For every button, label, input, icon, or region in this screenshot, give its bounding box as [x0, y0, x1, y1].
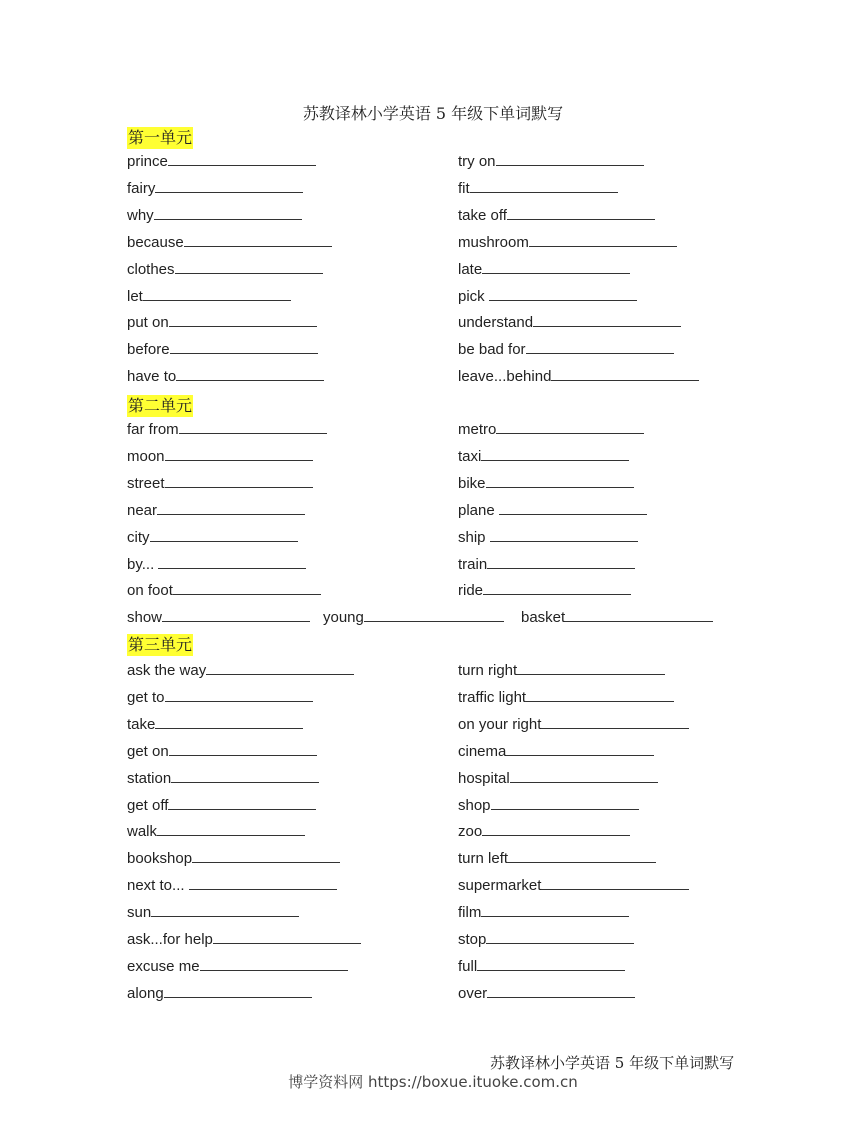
answer-blank[interactable] — [184, 231, 332, 247]
word-row — [0, 231, 866, 258]
word-label: ship — [458, 528, 490, 546]
word-item — [458, 177, 618, 199]
word-row — [0, 794, 866, 821]
answer-blank[interactable] — [165, 686, 313, 702]
word-item — [458, 955, 625, 977]
word-item — [458, 418, 644, 440]
word-row — [0, 874, 866, 901]
word-label: over — [458, 984, 488, 1002]
word-item — [458, 445, 629, 467]
word-label: moon — [127, 447, 165, 465]
answer-blank[interactable] — [155, 177, 303, 193]
word-label: street — [127, 474, 165, 492]
answer-blank[interactable] — [496, 150, 644, 166]
answer-blank[interactable] — [529, 231, 677, 247]
word-label: why — [127, 206, 154, 224]
word-item — [127, 526, 298, 548]
word-label: near — [127, 501, 158, 519]
answer-blank[interactable] — [157, 820, 305, 836]
word-item — [127, 472, 313, 494]
answer-blank[interactable] — [533, 311, 681, 327]
word-item — [127, 740, 317, 762]
word-label: on foot — [127, 582, 173, 600]
word-label: station — [127, 769, 172, 787]
page-title: 苏教译林小学英语 5 年级下单词默写 — [302, 104, 564, 123]
word-label: let — [127, 287, 143, 305]
word-label: shop — [458, 796, 491, 814]
word-row — [0, 150, 866, 177]
answer-blank[interactable] — [155, 713, 303, 729]
word-label: be bad for — [458, 341, 526, 359]
word-item — [458, 982, 635, 1004]
answer-blank[interactable] — [496, 418, 644, 434]
word-item — [127, 177, 303, 199]
word-item: young — [323, 606, 504, 628]
word-row — [0, 499, 866, 526]
word-row — [0, 928, 866, 955]
word-label: bookshop — [127, 850, 193, 868]
answer-blank[interactable] — [526, 338, 674, 354]
word-item — [458, 231, 677, 253]
word-label: plane — [458, 501, 499, 519]
word-item — [458, 204, 655, 226]
word-label: try on — [458, 153, 496, 170]
answer-blank[interactable] — [169, 740, 317, 756]
word-item — [458, 686, 674, 708]
word-label: metro — [458, 421, 497, 438]
unit-1-heading: 第一单元 — [128, 128, 193, 147]
word-row — [0, 982, 866, 1009]
word-row — [0, 901, 866, 928]
answer-blank[interactable] — [165, 472, 313, 488]
word-label: take off — [458, 206, 507, 224]
answer-blank[interactable] — [154, 204, 302, 220]
word-row — [0, 553, 866, 580]
word-item — [127, 820, 305, 842]
word-label: have to — [127, 368, 177, 386]
answer-blank[interactable] — [168, 794, 316, 810]
word-item — [458, 740, 654, 762]
word-item — [458, 659, 665, 681]
word-item — [127, 204, 302, 226]
word-label: on your right — [458, 715, 542, 733]
word-item — [458, 338, 674, 360]
word-item — [458, 499, 647, 521]
word-item — [127, 982, 312, 1004]
word-item — [127, 847, 340, 869]
word-item — [127, 928, 361, 950]
answer-blank[interactable] — [487, 982, 635, 998]
word-row — [0, 177, 866, 204]
word-label: understand — [458, 314, 534, 332]
word-label: train — [458, 555, 488, 573]
word-label: take — [127, 715, 156, 733]
unit-2-heading: 第二单元 — [128, 396, 193, 415]
answer-blank[interactable] — [189, 874, 337, 890]
word-label: leave...behind — [458, 368, 552, 386]
word-row — [0, 955, 866, 982]
word-label: supermarket — [458, 877, 542, 895]
word-label: late — [458, 260, 483, 278]
footer-title: 苏教译林小学英语 5 年级下单词默写 — [490, 1054, 735, 1072]
word-label: excuse me — [127, 957, 200, 975]
answer-blank[interactable] — [165, 445, 313, 461]
word-label: put on — [127, 314, 169, 332]
word-item: show — [127, 606, 310, 628]
word-label: by... — [127, 555, 159, 573]
word-row — [0, 365, 866, 392]
word-item — [127, 285, 291, 307]
word-row — [0, 847, 866, 874]
word-item — [458, 794, 639, 816]
word-item — [127, 553, 306, 575]
word-item — [458, 553, 635, 575]
word-item — [458, 928, 634, 950]
word-row — [0, 659, 866, 686]
word-label: next to... — [127, 877, 189, 895]
answer-blank[interactable] — [192, 847, 340, 863]
word-label: city — [127, 528, 150, 546]
answer-blank[interactable] — [157, 499, 305, 515]
word-item — [458, 820, 630, 842]
answer-blank[interactable] — [173, 579, 321, 595]
word-label: hospital — [458, 769, 510, 787]
word-item — [127, 874, 337, 896]
answer-blank[interactable] — [481, 445, 629, 461]
answer-blank[interactable] — [206, 659, 354, 675]
answer-blank[interactable] — [200, 955, 348, 971]
word-label: because — [127, 233, 184, 251]
answer-blank[interactable] — [168, 150, 316, 166]
word-item — [127, 258, 323, 280]
word-item — [458, 472, 634, 494]
answer-blank[interactable] — [510, 767, 658, 783]
word-label: get on — [127, 742, 169, 760]
word-item — [127, 150, 316, 172]
answer-blank[interactable] — [482, 820, 630, 836]
word-item — [127, 338, 318, 360]
word-row — [0, 472, 866, 499]
word-row — [0, 713, 866, 740]
word-label: pick — [458, 287, 489, 305]
answer-blank[interactable] — [481, 901, 629, 917]
word-label: far from — [127, 421, 179, 438]
word-label: clothes — [127, 260, 175, 278]
word-item — [458, 579, 631, 601]
word-label: turn right — [458, 662, 518, 679]
answer-blank[interactable] — [483, 579, 631, 595]
answer-blank[interactable] — [551, 365, 699, 381]
word-item — [127, 659, 354, 681]
word-item — [127, 713, 303, 735]
answer-blank[interactable] — [213, 928, 361, 944]
word-label: ask the way — [127, 662, 207, 679]
word-row — [0, 338, 866, 365]
answer-blank[interactable] — [541, 874, 689, 890]
answer-blank[interactable] — [171, 767, 319, 783]
word-row — [0, 686, 866, 713]
word-item — [127, 499, 305, 521]
word-label: traffic light — [458, 688, 527, 706]
word-item — [127, 365, 324, 387]
answer-blank[interactable] — [517, 659, 665, 675]
word-row — [0, 740, 866, 767]
answer-blank[interactable] — [477, 955, 625, 971]
word-label: get to — [127, 688, 165, 706]
answer-blank[interactable] — [541, 713, 689, 729]
word-label: turn left — [458, 850, 509, 868]
footer-site-link[interactable]: 博学资料网 https://boxue.ituoke.com.cn — [288, 1073, 578, 1091]
word-item — [458, 874, 689, 896]
word-label: ride — [458, 582, 484, 600]
answer-blank[interactable] — [490, 526, 638, 542]
word-item — [127, 767, 319, 789]
word-item — [127, 686, 313, 708]
word-item — [458, 258, 630, 280]
answer-blank[interactable] — [489, 285, 637, 301]
word-item — [127, 794, 316, 816]
answer-blank[interactable] — [499, 499, 647, 515]
answer-blank[interactable] — [486, 472, 634, 488]
word-item — [127, 418, 327, 440]
answer-blank[interactable] — [507, 204, 655, 220]
answer-blank[interactable] — [151, 901, 299, 917]
answer-blank[interactable] — [491, 794, 639, 810]
word-label: sun — [127, 904, 152, 922]
answer-blank[interactable] — [506, 740, 654, 756]
word-label: prince — [127, 153, 168, 170]
unit-3-heading: 第三单元 — [128, 635, 193, 654]
word-row — [0, 285, 866, 312]
answer-blank[interactable] — [158, 553, 306, 569]
word-item — [127, 445, 313, 467]
word-label: cinema — [458, 742, 507, 760]
word-item — [127, 231, 332, 253]
answer-blank[interactable] — [179, 418, 327, 434]
word-label: along — [127, 984, 164, 1002]
word-label: full — [458, 957, 478, 975]
unit-2-triple-row — [0, 606, 866, 633]
word-row — [0, 820, 866, 847]
answer-blank[interactable] — [170, 338, 318, 354]
word-label: taxi — [458, 447, 482, 465]
answer-blank[interactable] — [508, 847, 656, 863]
answer-blank[interactable] — [164, 982, 312, 998]
word-item — [127, 579, 321, 601]
word-label: fit — [458, 179, 470, 197]
word-item — [458, 901, 629, 923]
word-label: stop — [458, 931, 487, 948]
word-label: before — [127, 341, 170, 359]
word-label: fairy — [127, 179, 156, 197]
answer-blank[interactable] — [169, 311, 317, 327]
word-item — [458, 365, 699, 387]
word-row — [0, 418, 866, 445]
word-label: walk — [127, 823, 158, 841]
word-item — [458, 285, 637, 307]
word-label: film — [458, 904, 482, 922]
word-row — [0, 767, 866, 794]
word-item — [458, 526, 638, 548]
word-item — [127, 901, 299, 923]
answer-blank[interactable] — [482, 258, 630, 274]
word-item — [458, 713, 689, 735]
word-row — [0, 579, 866, 606]
word-item — [458, 311, 681, 333]
answer-blank[interactable] — [486, 928, 634, 944]
word-item: basket — [521, 606, 713, 628]
word-label: bike — [458, 474, 486, 492]
word-row — [0, 311, 866, 338]
word-item — [458, 847, 656, 869]
answer-blank[interactable] — [143, 285, 291, 301]
word-item — [458, 150, 644, 172]
answer-blank[interactable] — [176, 365, 324, 381]
word-label: ask...for help — [127, 931, 213, 948]
answer-blank[interactable] — [526, 686, 674, 702]
word-row — [0, 258, 866, 285]
word-label: get off — [127, 796, 169, 814]
word-label: zoo — [458, 823, 483, 841]
answer-blank[interactable] — [150, 526, 298, 542]
word-item — [127, 955, 348, 977]
word-row — [0, 445, 866, 472]
word-row — [0, 204, 866, 231]
word-item — [127, 311, 317, 333]
word-row — [0, 526, 866, 553]
answer-blank[interactable] — [487, 553, 635, 569]
word-label: mushroom — [458, 233, 529, 251]
answer-blank[interactable] — [175, 258, 323, 274]
word-item — [458, 767, 658, 789]
answer-blank[interactable] — [470, 177, 618, 193]
